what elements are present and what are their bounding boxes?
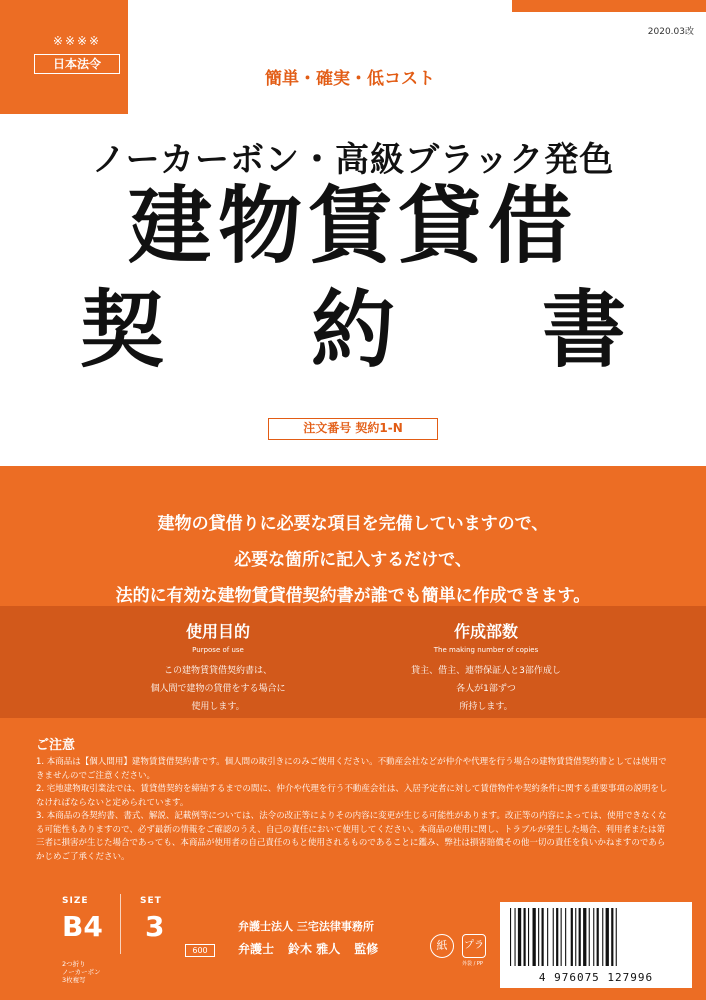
barcode-bars [510, 908, 682, 966]
recycle-note: 外袋 / PP [462, 961, 483, 967]
copies-subheading: The making number of copies [433, 646, 539, 654]
barcode-bar [518, 908, 521, 966]
fold-note [62, 960, 132, 984]
purpose-line: この建物賃貸借契約書は、 [163, 666, 272, 676]
paper-recycle-icon: 紙 [430, 934, 454, 958]
footer-divider [120, 894, 121, 954]
copies-heading: 作成部数 [453, 622, 518, 641]
brand-crest-icon: ※※※※ [52, 34, 102, 48]
intro-line: 建物の貸借りに必要な項目を完備していますので、 [157, 514, 549, 534]
version-label: 2020.03改 [647, 27, 694, 37]
purpose-section [98, 622, 338, 716]
tagline: 簡単・確実・低コスト [265, 69, 435, 89]
footer [0, 866, 706, 1000]
copies-body [366, 662, 606, 716]
brand-tab [0, 0, 128, 114]
purpose-line: 使用します。 [191, 702, 245, 712]
supervisor-action: 監修 [354, 942, 379, 956]
copies-section [366, 622, 606, 716]
barcode [500, 902, 692, 988]
barcode-bar [510, 908, 511, 966]
barcode-number: 4 976075 127996 [538, 971, 654, 984]
price-box: 600 [185, 944, 215, 957]
barcode-bar [611, 908, 613, 966]
supervisor-role: 弁護士 [238, 942, 275, 956]
barcode-bar [561, 908, 562, 966]
brand-logo [34, 34, 120, 82]
barcode-bar [515, 908, 516, 966]
notes-list [36, 756, 672, 864]
title-char: 書 [541, 281, 626, 379]
purpose-subheading: Purpose of use [192, 646, 244, 654]
size-label: SIZE [62, 896, 89, 906]
top-strip [512, 0, 706, 12]
note-item: 1. 本商品は【個人間用】建物賃貸借契約書です。個人間の取引きにのみご使用ください。不動産会社などが仲介や代理を行う場合の建物賃貸借契約書としては使用できませんのでご注意ください。 [36, 757, 667, 781]
barcode-bar [606, 908, 609, 966]
barcode-bar [579, 908, 581, 966]
intro-text [20, 506, 686, 614]
copies-line: 所持します。 [459, 702, 513, 712]
barcode-bar [589, 908, 590, 966]
copies-line: 貸主、借主、連帯保証人と3部作成し [411, 666, 561, 676]
barcode-bar [583, 908, 586, 966]
note-item: 3. 本商品の各契約書、書式、解説、記載例等については、法令の改正等によりその内容に変更が生じる可能性があります。改正等の内容によっては、使用できなくなる可能性もありますので、必ず最新の情報をご確認のうえ、自己の責任において使用してください。本商品の使用に関し、トラブルが発生した場合、利用者または第三者に損害が生じた場合であっても、本商品が使用者の自己責任のもと使用されるものであることに鑑み、弊社は損害賠償その他一切の責任を負いかねますのであらかじめご了承ください。 [36, 811, 667, 862]
plastic-recycle-icon: プラ [462, 934, 486, 958]
barcode-bar [524, 908, 526, 966]
set-label: SET [140, 896, 162, 906]
barcode-bar [597, 908, 599, 966]
notes-title: ご注意 [36, 738, 76, 753]
title-char: 約 [310, 281, 395, 379]
purpose-heading: 使用目的 [185, 622, 250, 641]
purpose-line: 個人間で建物の貸借をする場合に [150, 684, 286, 694]
barcode-bar [538, 908, 539, 966]
recycle-marks [430, 926, 490, 966]
barcode-bar [616, 908, 617, 966]
barcode-bar [533, 908, 536, 966]
brand-name: 日本法令 [34, 54, 120, 74]
title-char: 契 [80, 281, 165, 379]
set-value: 3 [145, 910, 165, 943]
barcode-bar [593, 908, 594, 966]
barcode-bar [547, 908, 548, 966]
supervisor-line [238, 940, 378, 957]
title-line-1: 建物賃貸借 [127, 177, 578, 275]
subtitle: ノーカーボン・高級ブラック発色 [91, 140, 615, 180]
barcode-bar [528, 908, 529, 966]
copies-line: 各人が1部ずつ [456, 684, 516, 694]
note-item: 2. 宅地建物取引業法では、賃貸借契約を締結するまでの間に、仲介や代理を行う不動産会社は、入居予定者に対して賃借物件や契約条件に関する重要事項の説明をしなければならないと定められています。 [36, 784, 668, 808]
barcode-bar [571, 908, 573, 966]
barcode-bar [565, 908, 566, 966]
barcode-bar [575, 908, 576, 966]
purpose-body [98, 662, 338, 716]
size-value: B4 [62, 910, 103, 943]
intro-line: 必要な箇所に記入するだけで、 [234, 550, 472, 570]
title-line-2 [80, 280, 626, 380]
fold-note-text: 2つ折り ノーカーボン 3枚複写 [62, 960, 101, 984]
barcode-bar [542, 908, 544, 966]
barcode-bar [556, 908, 558, 966]
barcode-bar [602, 908, 603, 966]
supervisor-name: 鈴木 雅人 [288, 942, 341, 956]
barcode-bar [553, 908, 554, 966]
intro-line: 法的に有効な建物賃貸借契約書が誰でも簡単に作成できます。 [115, 586, 591, 606]
order-number-box: 注文番号 契約1-N [268, 418, 438, 440]
supervisor-firm: 弁護士法人 三宅法律事務所 [238, 920, 374, 933]
